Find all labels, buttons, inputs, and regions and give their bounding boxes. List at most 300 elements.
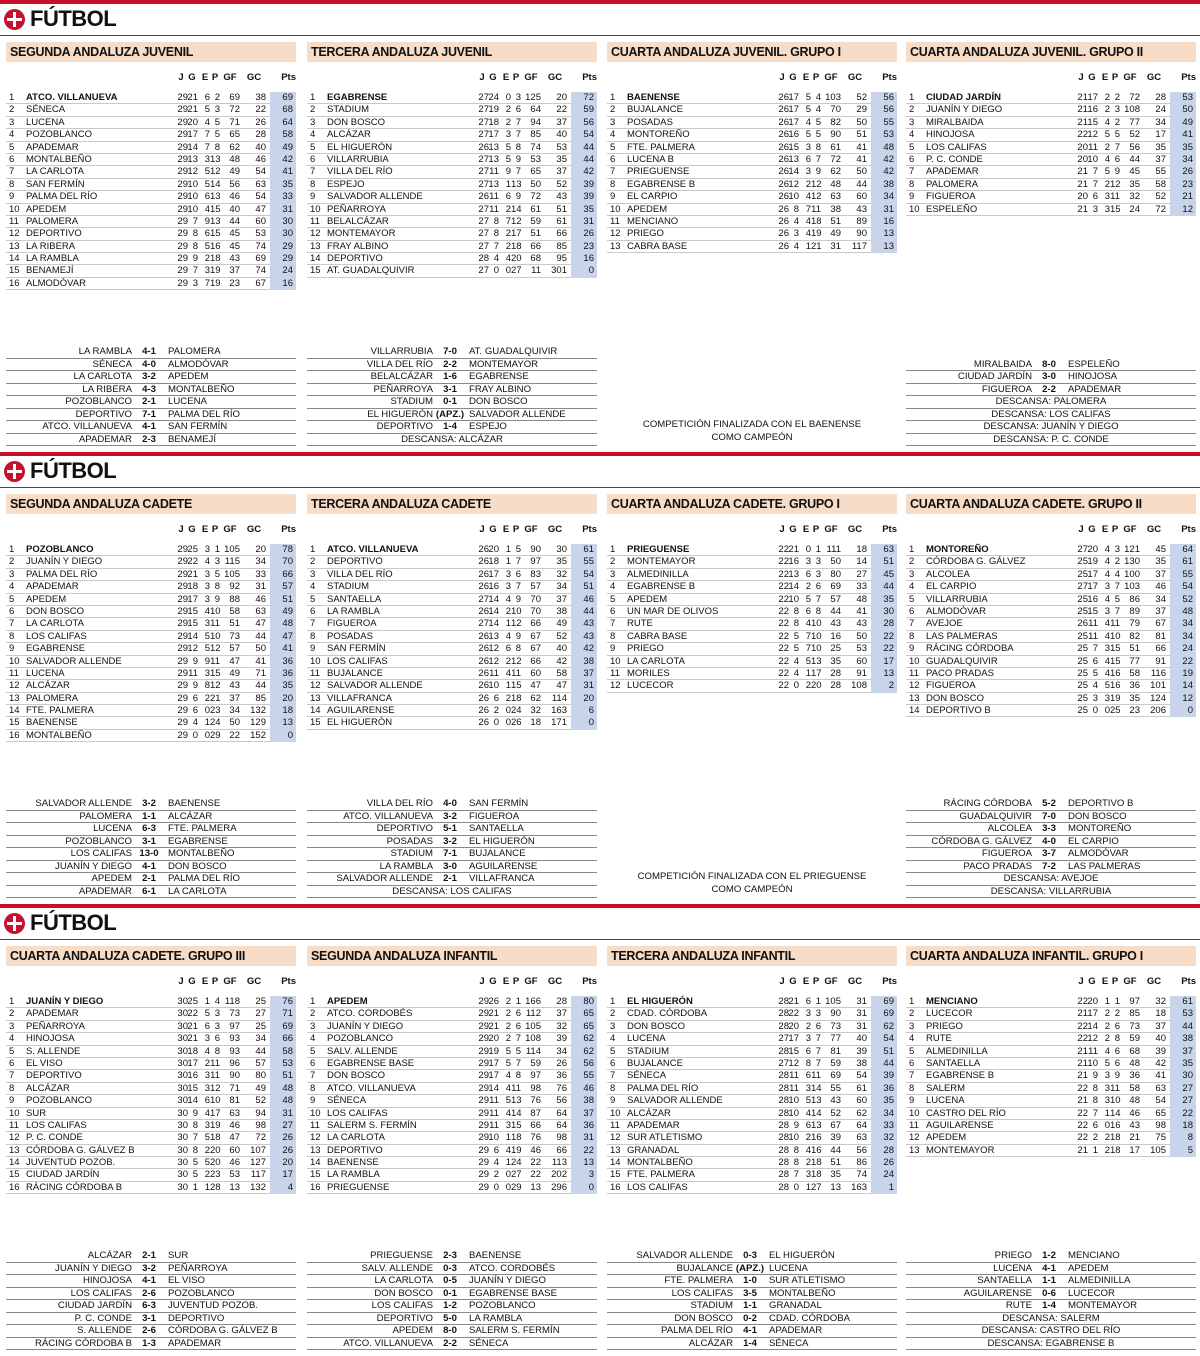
stat-cell: 2 — [1104, 141, 1110, 153]
stat-cell: 24 — [1129, 203, 1140, 215]
stat-cell: 2 — [1114, 556, 1120, 568]
stat-cell: 107 — [250, 1144, 266, 1156]
stat-cell: 32 — [1129, 191, 1140, 203]
score: 2-1 — [142, 873, 156, 884]
section-divider — [0, 35, 1200, 36]
stat-cell: 67 — [530, 630, 541, 642]
stat-cell: 21 — [811, 240, 822, 252]
score: 5-1 — [443, 823, 457, 834]
stat-cell: 9 — [1114, 166, 1120, 178]
stat-cell: 71 — [255, 667, 266, 679]
table-row — [906, 643, 1196, 655]
position: 12 — [9, 228, 20, 240]
score: 1-0 — [743, 1275, 757, 1286]
match-result — [607, 1338, 897, 1351]
competition-title: CUARTA ANDALUZA CADETE. GRUPO III — [6, 946, 296, 966]
stat-cell: 3 — [505, 581, 511, 593]
rest-note: DESCANSA: SALERM — [906, 1313, 1196, 1326]
points: 27 — [1170, 1083, 1196, 1095]
stat-cell: 46 — [1155, 581, 1166, 593]
stat-cell: 108 — [851, 680, 867, 692]
stat-cell: 2 — [214, 92, 220, 103]
home-team: LA RAMBLA — [78, 346, 132, 357]
points: 51 — [871, 556, 897, 568]
stat-cell: 3 — [204, 568, 210, 580]
home-team: JUANÍN Y DIEGO — [55, 1262, 132, 1274]
points: 17 — [270, 1169, 296, 1181]
stat-cell: 96 — [229, 1057, 240, 1069]
score: 2-2 — [443, 1337, 457, 1349]
away-team: EL HIGUERÓN — [769, 1250, 835, 1261]
stat-cell: 16 — [788, 556, 799, 568]
stat-cell: 35 — [556, 556, 567, 568]
points: 64 — [270, 117, 296, 129]
stat-cell: 63 — [856, 1132, 867, 1144]
match-result — [307, 798, 597, 811]
table-row — [307, 117, 597, 129]
stat-cell: 5 — [793, 643, 799, 655]
stat-cell: 26 — [778, 104, 789, 116]
team-name: BUJALANCE — [327, 667, 383, 679]
points: 64 — [1170, 544, 1196, 556]
stat-cell: 11 — [489, 203, 499, 215]
away-team: APADEMAR — [769, 1325, 823, 1336]
stat-cell: 4 — [1104, 667, 1110, 679]
stat-cell: 2 — [1104, 1132, 1110, 1144]
stat-cell: 27 — [478, 593, 489, 605]
stat-cell: 29 — [210, 729, 221, 741]
position: 7 — [9, 618, 15, 630]
stat-cell: 38 — [255, 92, 266, 103]
table-row — [307, 1083, 597, 1095]
match-result — [6, 384, 296, 397]
stat-cell: 26 — [511, 717, 522, 729]
column-header: P — [812, 72, 820, 83]
points: 30 — [1170, 1070, 1196, 1082]
stat-cell: 13 — [229, 1181, 240, 1193]
team-name: BAENENSE — [627, 92, 680, 103]
stat-cell: 152 — [250, 729, 266, 741]
stat-cell: 5 — [505, 1045, 511, 1057]
stat-cell: 13 — [511, 178, 522, 190]
stat-cell: 2 — [505, 104, 511, 116]
table-row — [307, 631, 597, 643]
stat-cell: 7 — [1092, 178, 1098, 190]
column-header: E — [502, 72, 510, 83]
position: 9 — [909, 191, 915, 203]
points: 16 — [270, 278, 296, 290]
table-row — [307, 104, 597, 116]
stat-cell: 5 — [805, 593, 811, 605]
stat-cell: 52 — [1129, 129, 1140, 141]
stat-cell: 3 — [805, 1169, 811, 1181]
stat-cell: 32 — [556, 1020, 567, 1032]
stat-cell: 0 — [505, 1169, 511, 1181]
stat-cell: 22 — [530, 1157, 541, 1169]
points: 43 — [571, 618, 597, 630]
stat-cell: 21 — [1077, 166, 1088, 178]
column-header: G — [188, 524, 196, 535]
score: 4-1 — [142, 860, 156, 872]
points: 46 — [571, 1083, 597, 1095]
standings-panel — [6, 42, 296, 446]
table-row — [6, 996, 296, 1008]
team-name: CÓRDOBA G. GÁLVEZ — [926, 556, 1026, 568]
stat-cell: 94 — [255, 1107, 266, 1119]
table-row — [307, 1182, 597, 1194]
stat-cell: 6 — [805, 1119, 811, 1131]
stat-cell: 30 — [177, 1132, 188, 1144]
stat-cell: 6 — [493, 1144, 499, 1156]
points: 35 — [1170, 1058, 1196, 1070]
results-list — [906, 1250, 1196, 1350]
home-team: DON BOSCO — [374, 1287, 433, 1299]
stat-cell: 0 — [192, 729, 198, 741]
home-team: DEPORTIVO — [75, 408, 132, 420]
position: 3 — [9, 568, 15, 580]
column-header: Pts — [1181, 524, 1196, 535]
column-header: GF — [524, 72, 538, 83]
column-header: GF — [1123, 72, 1137, 83]
points: 0 — [571, 1182, 597, 1194]
stat-cell: 66 — [530, 655, 541, 667]
stat-cell: 63 — [255, 605, 266, 617]
stat-cell: 112 — [525, 1008, 541, 1020]
stat-cell: 3 — [1114, 104, 1120, 116]
stat-cell: 3 — [793, 228, 799, 240]
match-result — [6, 1325, 296, 1338]
stat-cell: 3 — [204, 544, 210, 555]
stat-cell: 115 — [224, 556, 240, 568]
stat-cell: 15 — [511, 680, 522, 692]
points: 61 — [1170, 556, 1196, 568]
table-row — [307, 996, 597, 1008]
stat-cell: 12 — [511, 618, 522, 630]
position: 7 — [610, 1070, 616, 1082]
match-result — [906, 1288, 1196, 1301]
stat-cell: 10 — [488, 1132, 499, 1144]
stat-cell: 44 — [830, 1144, 841, 1156]
points: 39 — [871, 1070, 897, 1082]
points: 31 — [270, 204, 296, 216]
stat-cell: 8 — [214, 141, 220, 153]
column-header: P — [1111, 524, 1119, 535]
stat-cell: 14 — [488, 593, 499, 605]
stat-cell: 0 — [505, 1181, 511, 1193]
stat-cell: 9 — [515, 593, 521, 605]
stat-cell: 3 — [204, 618, 210, 630]
stat-cell: 9 — [1092, 1070, 1098, 1082]
stat-cell: 15 — [1110, 203, 1121, 215]
position: 4 — [909, 1033, 915, 1045]
position: 3 — [310, 116, 316, 128]
score: 0-3 — [443, 1262, 457, 1274]
stat-cell: 40 — [229, 203, 240, 215]
position: 4 — [610, 1033, 616, 1045]
points: 13 — [871, 668, 897, 680]
stat-cell: 3 — [1104, 1082, 1110, 1094]
match-result — [6, 1263, 296, 1276]
stat-cell: 4 — [1104, 153, 1110, 165]
points: 6 — [571, 705, 597, 717]
table-row — [6, 730, 296, 742]
stat-cell: 3 — [1092, 203, 1098, 215]
stat-cell: 64 — [530, 104, 541, 116]
position: 6 — [909, 605, 915, 617]
stat-cell: 10 — [1110, 630, 1121, 642]
stat-cell: 5 — [204, 643, 210, 655]
points: 34 — [1170, 154, 1196, 166]
stat-cell: 5 — [204, 166, 210, 178]
table-row — [6, 643, 296, 655]
stat-cell: 16 — [1087, 104, 1098, 116]
stat-cell: 29 — [478, 1107, 489, 1119]
stat-cell: 25 — [1077, 593, 1088, 605]
table-row — [6, 631, 296, 643]
stat-cell: 7 — [1092, 1107, 1098, 1119]
table-row — [6, 179, 296, 191]
match-result — [307, 346, 597, 359]
stat-cell: 5 — [1104, 680, 1110, 692]
team-name: VILLARRUBIA — [327, 153, 389, 165]
stat-cell: 48 — [229, 153, 240, 165]
stat-cell: 1 — [805, 240, 811, 252]
stat-cell: 56 — [229, 178, 240, 190]
stat-cell: 27 — [478, 618, 489, 630]
score: 7-0 — [1042, 810, 1056, 822]
rest-note: DESCANSA: LOS CALIFAS — [307, 886, 597, 899]
stat-cell: 42 — [556, 655, 567, 667]
points: 16 — [871, 216, 897, 228]
stat-cell: 29 — [478, 1144, 489, 1156]
stat-cell: 9 — [192, 655, 198, 667]
stat-cell: 8 — [493, 215, 499, 227]
match-result — [6, 1288, 296, 1301]
stat-cell: 17 — [511, 228, 522, 240]
score: 1-2 — [1042, 1250, 1056, 1261]
position: 2 — [909, 1008, 915, 1020]
stat-cell: 10 — [1087, 153, 1098, 165]
position: 6 — [310, 605, 316, 617]
position: 11 — [610, 667, 620, 679]
stat-cell: 29 — [177, 605, 188, 617]
stat-cell: 83 — [530, 568, 541, 580]
position: 3 — [610, 1020, 616, 1032]
points: 48 — [270, 618, 296, 630]
stat-cell: 22 — [778, 581, 789, 593]
team-name: POZOBLANCO — [327, 1033, 393, 1045]
position: 12 — [310, 1132, 321, 1144]
position: 3 — [9, 116, 15, 128]
stat-cell: 4 — [793, 667, 799, 679]
stat-cell: 8 — [793, 618, 799, 630]
position: 8 — [909, 630, 915, 642]
stat-cell: 29 — [478, 1181, 489, 1193]
points: 38 — [871, 179, 897, 191]
stat-cell: 47 — [255, 203, 266, 215]
stat-cell: 12 — [488, 643, 499, 655]
stat-cell: 6 — [1114, 1057, 1120, 1069]
stat-cell: 29 — [177, 253, 188, 265]
column-header: P — [512, 524, 520, 535]
table-row — [906, 191, 1196, 203]
stat-cell: 64 — [556, 1119, 567, 1131]
stat-cell: 43 — [830, 618, 841, 630]
stat-cell: 2 — [505, 1008, 511, 1020]
away-team: PALMA DEL RÍO — [168, 408, 240, 420]
table-row — [607, 680, 897, 692]
away-team: SUR — [168, 1250, 189, 1261]
stat-cell: 22 — [1077, 1082, 1088, 1094]
points: 35 — [270, 680, 296, 692]
section-top-rule — [0, 452, 1200, 456]
stat-cell: 21 — [1077, 1045, 1088, 1057]
table-row — [607, 594, 897, 606]
team-name: SALVADOR ALLENDE — [327, 680, 423, 692]
stat-cell: 6 — [1114, 153, 1120, 165]
stat-cell: 16 — [1110, 1119, 1121, 1131]
position: 5 — [909, 1045, 915, 1057]
points: 26 — [871, 1157, 897, 1169]
stat-cell: 29 — [177, 568, 188, 580]
stat-cell: 3 — [1104, 203, 1110, 215]
stat-cell: 1 — [505, 1132, 511, 1144]
points: 19 — [1170, 668, 1196, 680]
column-header: E — [502, 524, 510, 535]
stat-cell: 72 — [1155, 203, 1166, 215]
stat-cell: 5 — [815, 129, 821, 141]
position: 14 — [310, 1157, 321, 1169]
position: 7 — [610, 618, 616, 630]
stat-cell: 35 — [1155, 141, 1166, 153]
stat-cell: 5 — [815, 116, 821, 128]
stat-cell: 19 — [210, 1119, 221, 1131]
stat-cell: 4 — [493, 253, 499, 265]
position: 15 — [310, 717, 321, 729]
score: 1-6 — [443, 371, 457, 382]
position: 6 — [9, 605, 15, 617]
stat-cell: 54 — [255, 166, 266, 178]
match-result — [307, 1263, 597, 1276]
home-team: BUJALANCE — [676, 1262, 733, 1274]
stat-cell: 18 — [511, 692, 522, 704]
stat-cell: 76 — [556, 1082, 567, 1094]
home-team: VILLA DEL RÍO — [366, 358, 433, 370]
stat-cell: 21 — [1129, 1132, 1140, 1144]
stat-cell: 17 — [788, 104, 799, 116]
stat-cell: 14 — [811, 1082, 822, 1094]
stat-cell: 27 — [778, 1033, 789, 1045]
stat-cell: 31 — [830, 240, 841, 252]
team-name: CIUDAD JARDÍN — [26, 1169, 100, 1181]
stat-cell: 17 — [488, 129, 499, 141]
column-header: Pts — [281, 72, 296, 83]
stat-cell: 36 — [1129, 1070, 1140, 1082]
position: 12 — [909, 680, 920, 692]
points: 42 — [871, 166, 897, 178]
table-row — [607, 1120, 897, 1132]
stat-cell: 90 — [530, 544, 541, 555]
section-label: FÚTBOL — [30, 910, 117, 935]
score: 2-1 — [443, 873, 457, 884]
table-row — [6, 556, 296, 568]
stat-cell: 26 — [778, 203, 789, 215]
stat-cell: 11 — [489, 1095, 499, 1107]
team-name: HINOJOSA — [26, 1033, 75, 1045]
team-name: SALERM — [926, 1082, 966, 1094]
stat-cell: 25 — [1110, 705, 1121, 717]
position: 3 — [909, 1020, 915, 1032]
column-header: GC — [1146, 72, 1162, 83]
score: 3-2 — [142, 1262, 156, 1274]
team-name: ALCOLEA — [926, 568, 970, 580]
table-row — [6, 204, 296, 216]
team-name: APADEMAR — [26, 1008, 79, 1020]
stat-cell: 30 — [177, 1157, 188, 1169]
stat-cell: 48 — [1129, 1095, 1140, 1107]
stat-cell: 12 — [187, 166, 198, 178]
stat-cell: 4 — [1104, 655, 1110, 667]
column-header: GC — [1146, 976, 1162, 987]
stat-cell: 89 — [856, 215, 867, 227]
results-list — [307, 1250, 597, 1350]
column-header: E — [1101, 976, 1109, 987]
points: 71 — [270, 1008, 296, 1020]
points: 13 — [270, 717, 296, 729]
stat-cell: 98 — [1155, 1119, 1166, 1131]
stat-cell: 28 — [778, 996, 789, 1007]
points: 66 — [270, 1033, 296, 1045]
stat-cell: 26 — [778, 129, 789, 141]
stat-cell: 1 — [505, 680, 511, 692]
stat-cell: 60 — [856, 191, 867, 203]
stat-cell: 27 — [478, 153, 489, 165]
stat-cell: 13 — [511, 1095, 522, 1107]
stat-cell: 103 — [1124, 581, 1140, 593]
stat-cell: 27 — [478, 129, 489, 141]
table-row — [607, 556, 897, 568]
stat-cell: 72 — [830, 153, 841, 165]
match-result — [607, 1288, 897, 1301]
stat-cell: 37 — [229, 692, 240, 704]
match-result — [6, 371, 296, 384]
team-name: CABRA BASE — [627, 630, 688, 642]
stat-cell: 70 — [830, 104, 841, 116]
column-header: E — [1101, 72, 1109, 83]
score: 2-3 — [443, 1250, 457, 1261]
stat-cell: 2 — [505, 240, 511, 252]
stat-cell: 2 — [505, 228, 511, 240]
stat-cell: 18 — [210, 1132, 221, 1144]
points: 35 — [871, 1095, 897, 1107]
team-name: SALVADOR ALLENDE — [327, 191, 423, 203]
stat-cell: 39 — [830, 1132, 841, 1144]
stat-cell: 3 — [204, 153, 210, 165]
table-row — [6, 241, 296, 253]
team-name: VILLA DEL RÍO — [327, 568, 393, 580]
match-result — [906, 798, 1196, 811]
stat-cell: 21 — [1077, 92, 1088, 103]
stat-cell: 6 — [805, 996, 811, 1007]
points: 65 — [571, 1021, 597, 1033]
stat-cell: 7 — [192, 265, 198, 277]
home-team: LOS CALIFAS — [70, 1287, 132, 1299]
column-header: P — [512, 976, 520, 987]
position: 6 — [610, 153, 616, 165]
stat-cell: 26 — [478, 141, 489, 153]
position: 14 — [9, 1157, 20, 1169]
stat-cell: 3 — [214, 556, 220, 568]
